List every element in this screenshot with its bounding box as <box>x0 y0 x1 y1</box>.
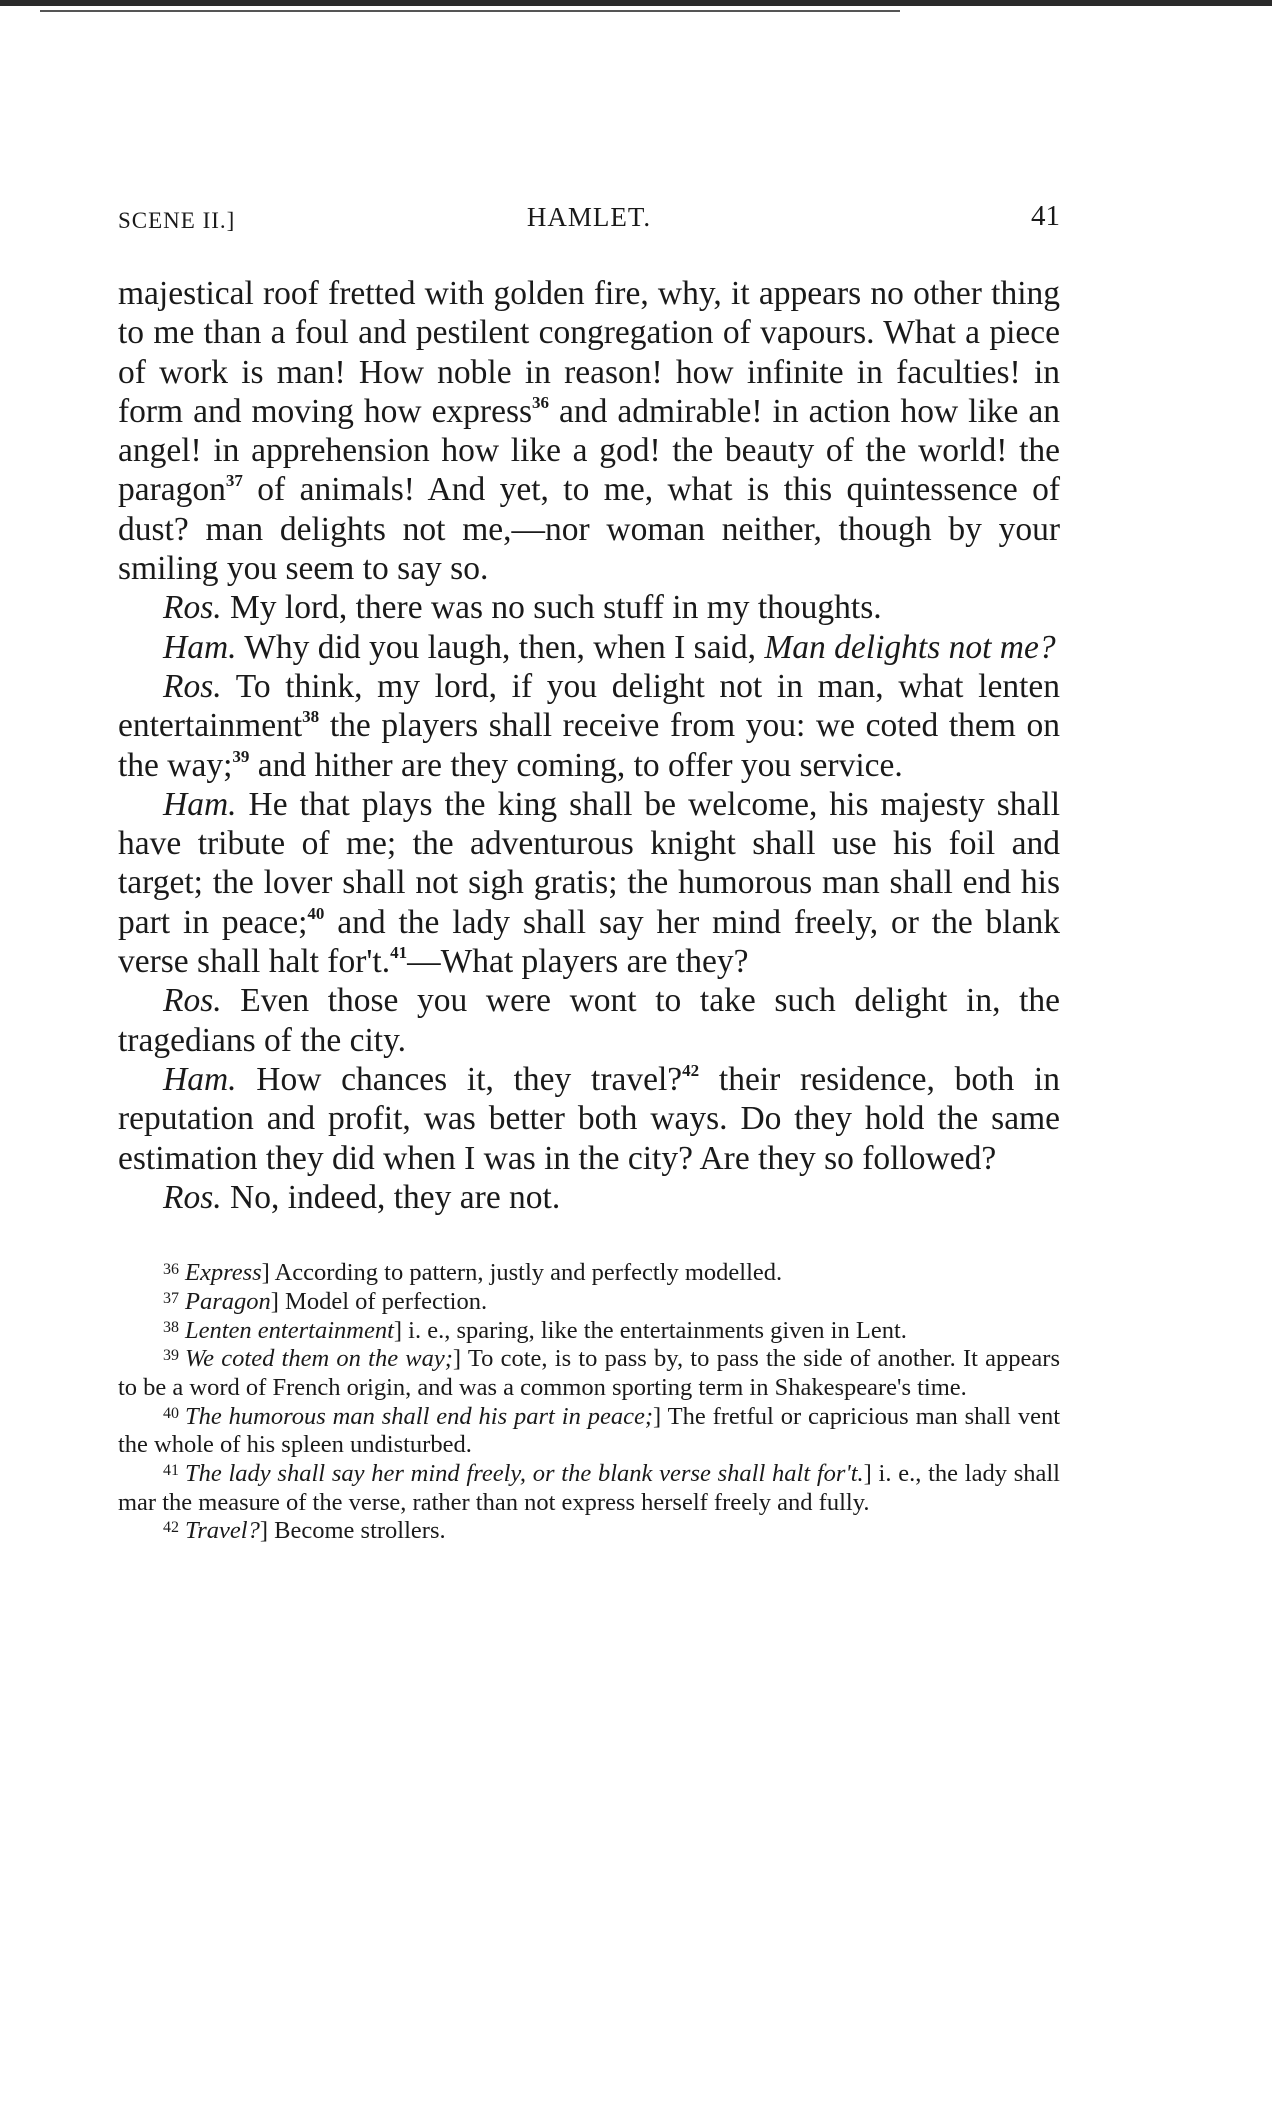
speaker-name: Ham. <box>163 628 237 666</box>
footnote <box>118 1288 1060 1317</box>
speech: Ham. How chances it, they travel?$^{42}$ their residence, both in reputation and profit, was better both ways. Do they hold the same estimation they did when I was in the city? Are they so followed? <box>118 1060 1060 1177</box>
footnote-text: ] i. e., the lady shall mar the measure of the verse, rather than not express herself freely and fully. <box>118 1460 1060 1516</box>
footnote-ref: 37 <box>225 471 243 491</box>
footnote <box>118 1460 1060 1517</box>
speaker-name: Ros. <box>163 1178 222 1216</box>
footnote <box>118 1345 1060 1402</box>
page-number: 41 <box>1031 200 1060 232</box>
footnotes <box>118 1259 1060 1546</box>
footnote-lemma: The humorous man shall end his part in peace; <box>185 1402 653 1430</box>
footnote <box>118 1317 1060 1346</box>
footnote <box>118 1259 1060 1288</box>
play-title: HAMLET. <box>526 202 652 232</box>
footnote-ref: 40 <box>307 903 325 923</box>
main-text <box>118 274 1060 1217</box>
speech: Ros. No, indeed, they are not. <box>163 1178 561 1216</box>
footnote-lemma: The lady shall say her mind freely, or the blank verse shall halt for't. <box>185 1460 864 1488</box>
speaker-name: Ros. <box>163 982 222 1020</box>
footnote-ref: 38 <box>302 707 320 727</box>
footnote-lemma: We coted them on the way; <box>185 1345 453 1373</box>
footnote-number: 42 <box>163 1519 179 1537</box>
speech: Ros. Even those you were wont to take such delight in, the tragedians of the city. <box>118 982 1060 1059</box>
quoted-phrase: Man delights not me? <box>764 628 1056 666</box>
footnote-text: ] Become strollers. <box>259 1517 446 1545</box>
page-edge-rule <box>0 0 1272 6</box>
speaker-name: Ham. <box>163 785 237 823</box>
running-head <box>118 200 1060 250</box>
footnote-ref: 39 <box>232 746 250 766</box>
footnote-ref: 42 <box>682 1060 700 1080</box>
footnote-text: ] Model of perfection. <box>270 1287 488 1315</box>
speech-continuation: majestical roof fretted with golden fire, why, it appears no other thing to me than a foul and pestilent congregation of vapours. What a piece of work is man! How noble in reason! how infinite in faculties! in form and moving how express$^{36}$ and admirable! in action how like an angel! in apprehension how like a god! the beauty of the world! the paragon$^{37}$ of animals! And yet, to me, what is this quintessence of dust? man delights not me,—nor woman neither, though by your smiling you seem to say so. <box>118 275 1061 588</box>
speech: Ham. He that plays the king shall be welcome, his majesty shall have tribute of me; the adventurous knight shall use his foil and target; the lover shall not sigh gratis; the humorous man shall end his part in peace;$^{40}$ and the lady shall say her mind freely, or the blank verse shall halt for't.$^{41}$—What players are they? <box>118 785 1060 981</box>
footnote-number: 40 <box>163 1404 179 1422</box>
speaker-name: Ros. <box>163 589 222 627</box>
footnote-number: 36 <box>163 1261 179 1279</box>
footnote-number: 38 <box>163 1318 179 1336</box>
footnote-number: 37 <box>163 1289 179 1307</box>
footnote-lemma: Lenten entertainment <box>185 1316 394 1344</box>
footnote <box>118 1403 1060 1460</box>
footnote-text: ] i. e., sparing, like the entertainments given in Lent. <box>393 1316 907 1344</box>
footnote-text: ] To cote, is to pass by, to pass the side of another. It appears to be a word of French origin, and was a common sporting term in Shakespeare's time. <box>118 1345 1060 1401</box>
footnote-number: 39 <box>163 1347 179 1365</box>
footnote-lemma: Travel? <box>185 1517 260 1545</box>
book-page <box>118 200 1060 1546</box>
speech: Ham. Why did you laugh, then, when I said, Man delights not me? <box>163 628 1056 666</box>
footnote-text: ] The fretful or capricious man shall vent the whole of his spleen undisturbed. <box>118 1402 1060 1459</box>
page-edge-rule-thin <box>40 10 900 12</box>
footnote-ref: 36 <box>532 392 550 412</box>
speech: Ros. My lord, there was no such stuff in my thoughts. <box>163 589 882 627</box>
footnote <box>118 1517 1060 1546</box>
footnote-number: 41 <box>163 1462 179 1480</box>
speaker-name: Ros. <box>163 667 222 705</box>
footnote-text: ] According to pattern, justly and perfectly modelled. <box>261 1259 783 1287</box>
scene-label: SCENE II.] <box>118 208 236 233</box>
footnote-lemma: Express <box>185 1259 262 1287</box>
footnote-ref: 41 <box>390 943 408 963</box>
footnote-lemma: Paragon <box>185 1287 271 1315</box>
speech: Ros. To think, my lord, if you delight not in man, what lenten entertainment$^{38}$ the players shall receive from you: we coted them on the way;$^{39}$ and hither are they coming, to offer you service. <box>118 667 1060 784</box>
speaker-name: Ham. <box>163 1060 237 1098</box>
